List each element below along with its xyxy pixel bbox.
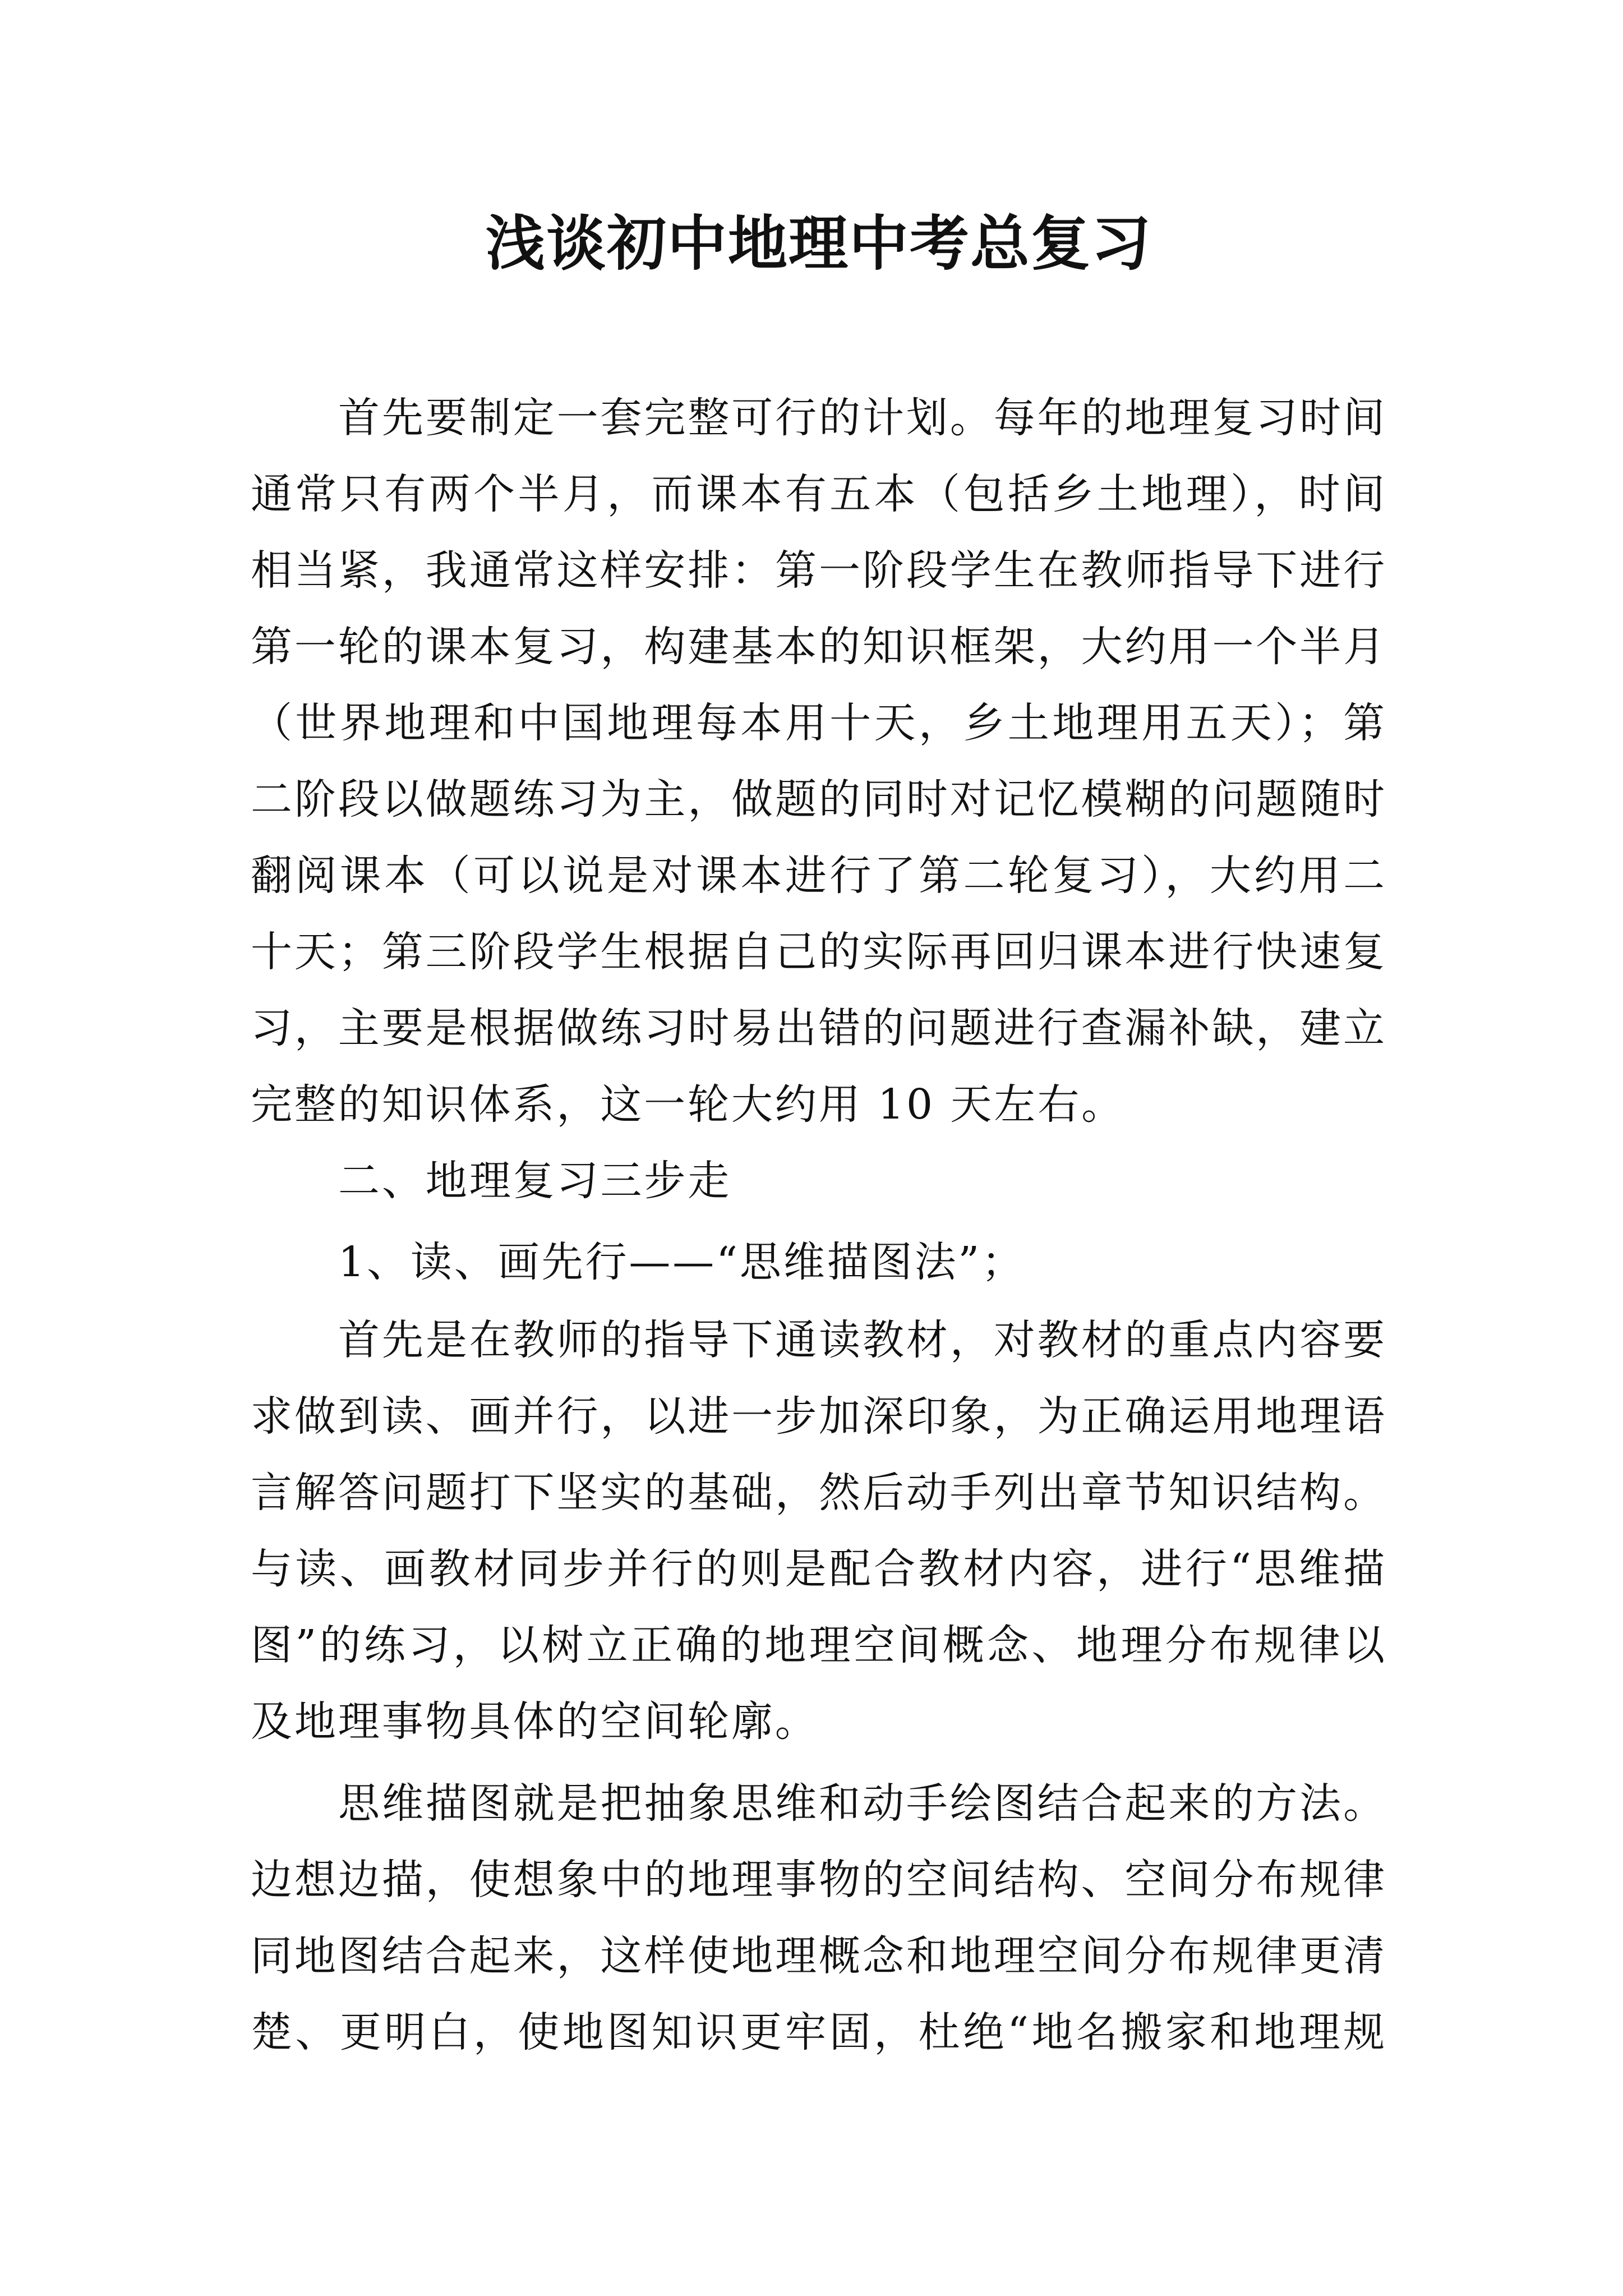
text-line: 翻阅课本（可以说是对课本进行了第二轮复习），大约用二	[251, 852, 1387, 900]
text-line: 边想边描，使想象中的地理事物的空间结构、空间分布规律	[251, 1856, 1387, 1904]
text-line: 求做到读、画并行，以进一步加深印象，为正确运用地理语	[251, 1392, 1387, 1441]
subsection-heading	[251, 1224, 1387, 1300]
paragraph-mind-drawing	[251, 1765, 1387, 2070]
text-line: 言解答问题打下坚实的基础，然后动手列出章节知识结构。	[251, 1469, 1387, 1517]
document-title: 浅谈初中地理中考总复习	[486, 208, 1152, 278]
text-line: 通常只有两个半月，而课本有五本（包括乡土地理），时间	[251, 470, 1387, 518]
text-line: （世界地理和中国地理每本用十天，乡土地理用五天）；第	[251, 699, 1387, 747]
text-line: 二阶段以做题练习为主，做题的同时对记忆模糊的问题随时	[251, 775, 1387, 823]
text-line: 图”的练习，以树立正确的地理空间概念、地理分布规律以	[251, 1621, 1387, 1669]
text-line: 楚、更明白，使地图知识更牢固，杜绝“地名搬家和地理规	[251, 2008, 1387, 2056]
text-line: 第一轮的课本复习，构建基本的知识框架，大约用一个半月	[251, 623, 1387, 671]
text-line: 思维描图就是把抽象思维和动手绘图结合起来的方法。	[338, 1779, 1387, 1828]
text-line: 习，主要是根据做练习时易出错的问题进行查漏补缺，建立	[251, 1004, 1387, 1052]
text-line: 二、地理复习三步走	[338, 1157, 732, 1205]
text-line: 1、读、画先行——“思维描图法”；	[338, 1238, 1026, 1286]
section-heading	[251, 1143, 1387, 1219]
text-line: 及地理事物具体的空间轮廓。	[251, 1697, 819, 1746]
text-line: 同地图结合起来，这样使地理概念和地理空间分布规律更清	[251, 1932, 1387, 1980]
text-line: 首先要制定一套完整可行的计划。每年的地理复习时间	[338, 394, 1387, 442]
paragraph-read-and-draw	[251, 1302, 1387, 1760]
text-line: 与读、画教材同步并行的则是配合教材内容，进行“思维描	[251, 1545, 1387, 1593]
text-line: 相当紧，我通常这样安排：第一阶段学生在教师指导下进行	[251, 546, 1387, 595]
paragraph-review-plan	[251, 380, 1387, 1143]
text-line: 完整的知识体系，这一轮大约用 10 天左右。	[251, 1080, 1126, 1129]
text-line: 首先是在教师的指导下通读教材，对教材的重点内容要	[338, 1316, 1387, 1364]
text-line: 十天；第三阶段学生根据自己的实际再回归课本进行快速复	[251, 928, 1387, 976]
